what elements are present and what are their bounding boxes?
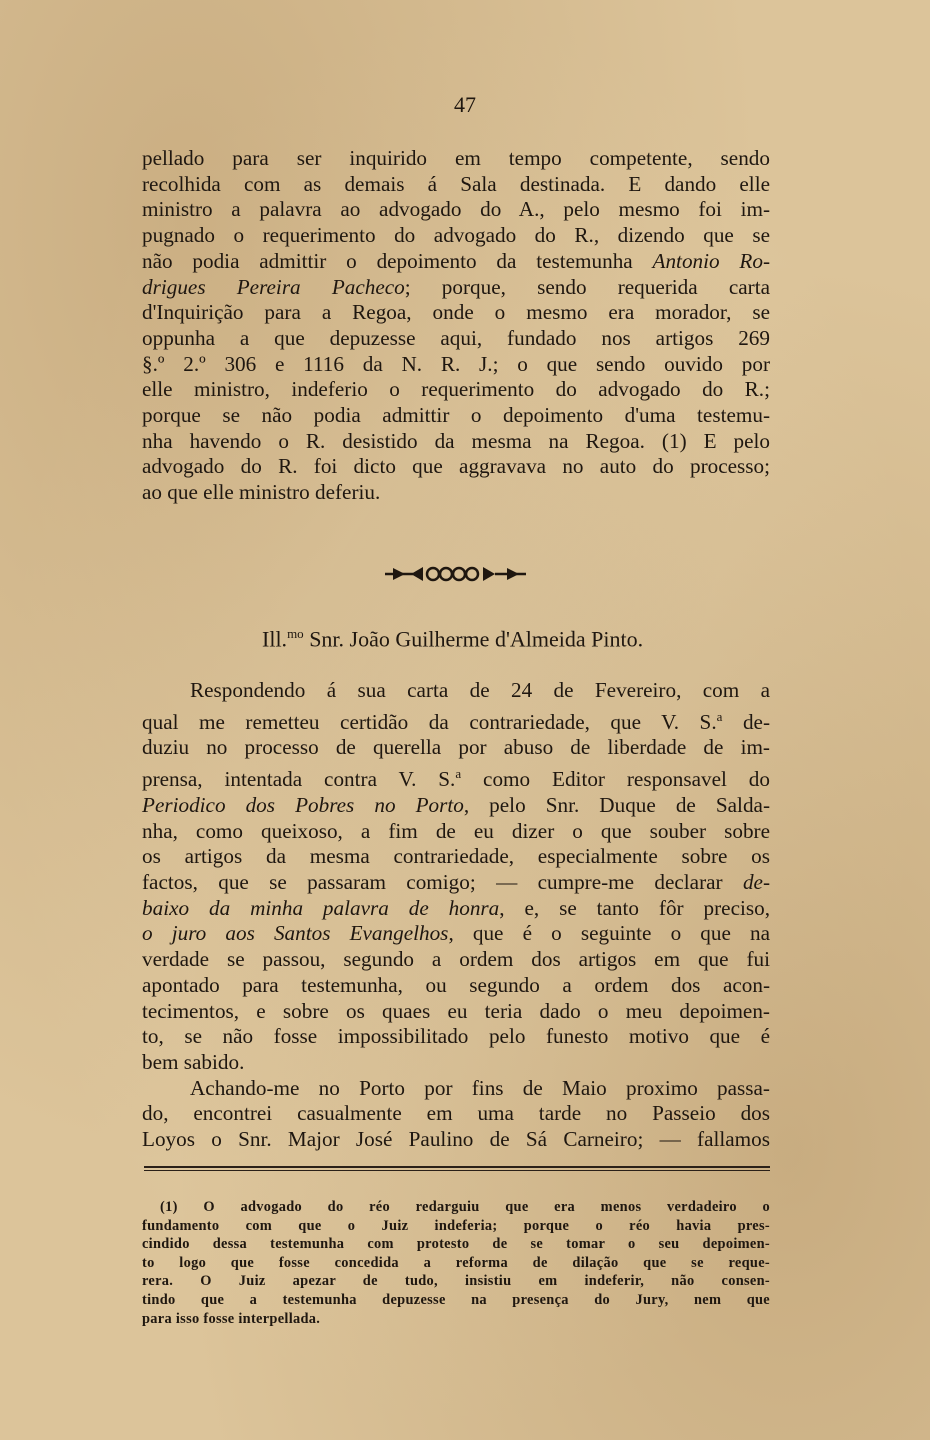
page-number: 47 (454, 92, 476, 117)
text-line (142, 249, 770, 275)
text-line (142, 275, 770, 301)
text-line: advogado do R. foi dicto que aggravava no auto do processo; (142, 454, 770, 479)
text-line: d'Inquirição para a Regoa, onde o mesmo era morador, se (142, 300, 770, 325)
italic-name: drigues Pereira Pacheco (142, 274, 405, 299)
text-line (142, 896, 770, 922)
text-line: do, encontrei casualmente em uma tarde no Passeio dos (142, 1101, 770, 1126)
text-run: ; porque, sendo requerida carta (404, 274, 770, 299)
footnote-rule (144, 1166, 770, 1168)
italic-name: Antonio Ro- (652, 248, 771, 273)
text-line: Achando-me no Porto por fins de Maio proximo passa- (190, 1075, 770, 1100)
text-run: prensa, intentada contra V. S. (142, 767, 456, 792)
superscript: a (455, 766, 462, 782)
text-line: verdade se passou, segundo a ordem dos artigos em que fui (142, 947, 770, 972)
salutation-superscript: mo (287, 626, 304, 641)
text-line: bem sabido. (142, 1049, 245, 1074)
salutation-name: Snr. João Guilherme d'Almeida Pinto. (303, 626, 644, 652)
footnote-line: rera. O Juiz apezar de tudo, insistiu em indeferir, não consen- (142, 1273, 770, 1290)
text-line (142, 793, 770, 819)
text-line: §.º 2.º 306 e 1116 da N. R. J.; o que sendo ouvido por (142, 351, 770, 376)
italic-phrase: baixo da minha palavra de honra (142, 895, 500, 920)
text-run: , que é o seguinte o que na (448, 921, 770, 946)
text-line: os artigos da mesma contrariedade, especialmente sobre os (142, 844, 770, 869)
text-run: , e, se tanto fôr preciso, (499, 895, 770, 920)
footnote-line: (1) O advogado do réo redarguiu que era menos verdadeiro o (160, 1199, 770, 1215)
superscript: a (716, 708, 723, 724)
ornament-divider-icon (383, 560, 528, 588)
letter-salutation (262, 626, 643, 652)
footnote-rule-thin (144, 1170, 770, 1171)
text-line: porque se não podia admittir o depoimento d'uma testemu- (142, 403, 770, 428)
text-run: , pelo Snr. Duque de Salda- (463, 792, 770, 817)
text-line: to, se não fosse impossibilitado pelo funesto motivo que é (142, 1024, 770, 1049)
text-line: apontado para testemunha, ou segundo a ordem dos acon- (142, 972, 770, 997)
italic-title: Periodico dos Pobres no Porto (142, 792, 464, 817)
text-line: tecimentos, e sobre os quaes eu teria dado o meu depoimen- (142, 998, 770, 1023)
footnote-line: tindo que a testemunha depuzesse na presença do Jury, nem que (142, 1291, 770, 1308)
text-line: Respondendo á sua carta de 24 de Fevereiro, com a (190, 678, 770, 702)
paragraph-testimony-ruling (142, 146, 770, 506)
footnote (142, 1198, 770, 1328)
text-line: recolhida com as demais á Sala destinada. E dando elle (142, 171, 770, 196)
text-line: duziu no processo de querella por abuso de liberdade de im- (142, 735, 770, 760)
text-line: oppunha a que depuzesse aqui, fundado nos artigos 269 (142, 325, 770, 350)
text-line (142, 921, 770, 947)
salutation-prefix: Ill. (262, 626, 288, 652)
text-line: pellado para ser inquirido em tempo competente, sendo (142, 146, 770, 170)
italic-phrase: o juro aos Santos Evangelhos (142, 921, 449, 946)
text-run: factos, que se passaram comigo; — cumpre-me declarar (142, 870, 723, 895)
text-line: ao que elle ministro deferiu. (142, 480, 381, 505)
text-run: de- (722, 709, 770, 734)
footnote-line: fundamento com que o Juiz indeferia; porque o réo havia pres- (142, 1217, 770, 1234)
text-line: pugnado o requerimento do advogado do R., dizendo que se (142, 223, 770, 248)
text-run: não podia admittir o depoimento da testemunha (142, 248, 633, 273)
text-line: ministro a palavra ao advogado do A., pelo mesmo foi im- (142, 197, 770, 222)
text-line: Loyos o Snr. Major José Paulino de Sá Carneiro; — fallamos (142, 1127, 770, 1152)
text-line (142, 870, 770, 896)
text-line (142, 761, 770, 793)
footnote-line: para isso fosse interpellada. (142, 1310, 321, 1327)
text-run: qual me remetteu certidão da contrariedade, que V. S. (142, 709, 717, 734)
text-line (142, 704, 770, 736)
text-line: elle ministro, indeferio o requerimento do advogado do R.; (142, 377, 770, 402)
letter-body (142, 678, 770, 1153)
footnote-line: to logo que fosse concedida a reforma de dilação que se reque- (142, 1254, 770, 1271)
text-line: nha havendo o R. desistido da mesma na Regoa. (1) E pelo (142, 428, 770, 453)
footnote-line: cindido dessa testemunha com protesto de se tomar o seu depoimen- (142, 1236, 770, 1253)
text-line: nha, como queixoso, a fim de eu dizer o que souber sobre (142, 818, 770, 843)
text-run: como Editor responsavel do (461, 767, 770, 792)
italic-phrase: de- (742, 870, 771, 895)
